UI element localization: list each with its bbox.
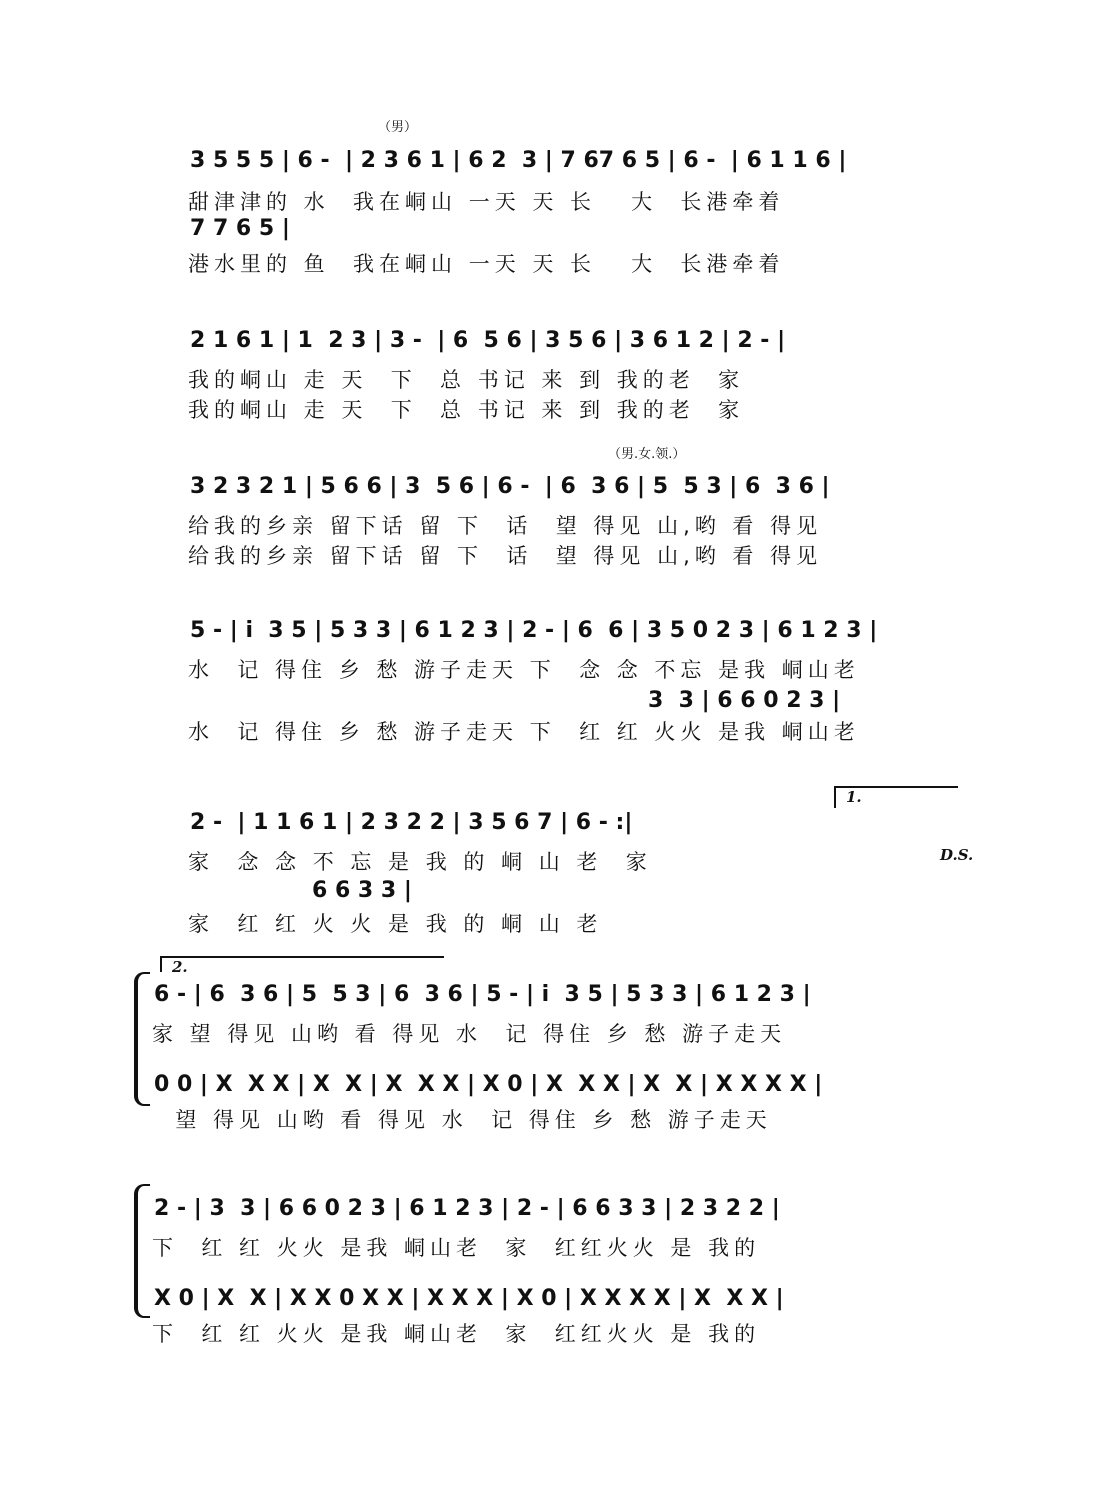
- lyrics-line: 下 红 红 火火 是我 峒山老 家 红红火火 是 我的: [152, 1236, 761, 1260]
- part-label-male: （男）: [378, 120, 418, 135]
- notation-alt-line: 6 6 3 3 |: [312, 878, 412, 903]
- volta-bracket-side: [834, 786, 836, 808]
- notation-line: 2 1 6 1 | 1 2 3 | 3 - | 6 5 6 | 3 5 6 | 3 6 1 2 | 2 - |: [190, 328, 786, 353]
- notation-line: 2 - | 3 3 | 6 6 0 2 3 | 6 1 2 3 | 2 - | 6 6 3 3 | 2 3 2 2 |: [154, 1196, 780, 1221]
- lyrics-line: 水 记 得住 乡 愁 游子走天 下 红 红 火火 是我 峒山老: [188, 720, 860, 744]
- lyrics-line: 给我的乡亲 留下话 留 下 话 望 得见 山,哟 看 得见: [188, 544, 823, 568]
- lyrics-line: 甜津津的 水 我在峒山 一天 天 长 大 长港牵着: [188, 190, 785, 214]
- lyrics-line: 下 红 红 火火 是我 峒山老 家 红红火火 是 我的: [152, 1322, 761, 1346]
- volta-label: 1.: [846, 788, 862, 806]
- lyrics-line: 水 记 得住 乡 愁 游子走天 下 念 念 不忘 是我 峒山老: [188, 658, 860, 682]
- lyrics-line: 给我的乡亲 留下话 留 下 话 望 得见 山,哟 看 得见: [188, 514, 823, 538]
- rhythm-line: 0 0 | X X X | X X | X X X | X 0 | X X X | X X | X X X X |: [154, 1072, 823, 1097]
- part-label-mixed: （男.女.领.）: [608, 447, 686, 462]
- notation-line: 3 5 5 5 | 6 - | 2 3 6 1 | 6 2 3 | 7 67 6 5 | 6 - | 6 1 1 6 |: [190, 148, 847, 173]
- notation-line: 2 - | 1 1 6 1 | 2 3 2 2 | 3 5 6 7 | 6 - :|: [190, 810, 633, 835]
- notation-line: 3 2 3 2 1 | 5 6 6 | 3 5 6 | 6 - | 6 3 6 | 5 5 3 | 6 3 6 |: [190, 474, 830, 499]
- lyrics-line: 港水里的 鱼 我在峒山 一天 天 长 大 长港牵着: [188, 252, 785, 276]
- notation-alt-line: 3 3 | 6 6 0 2 3 |: [648, 688, 841, 713]
- system-brace: [134, 972, 150, 1106]
- lyrics-line: 家 望 得见 山哟 看 得见 水 记 得住 乡 愁 游子走天: [152, 1022, 787, 1046]
- lyrics-line: 我的峒山 走 天 下 总 书记 来 到 我的老 家: [188, 398, 745, 422]
- lyrics-line: 望 得见 山哟 看 得见 水 记 得住 乡 愁 游子走天: [152, 1108, 772, 1132]
- notation-alt-line: 7 7 6 5 |: [190, 216, 290, 241]
- notation-line: 6 - | 6 3 6 | 5 5 3 | 6 3 6 | 5 - | i 3 5 | 5 3 3 | 6 1 2 3 |: [154, 982, 811, 1007]
- lyrics-line: 我的峒山 走 天 下 总 书记 来 到 我的老 家: [188, 368, 745, 392]
- volta-bracket-side: [160, 956, 162, 972]
- rhythm-line: X 0 | X X | X X 0 X X | X X X | X 0 | X X X X | X X X |: [154, 1286, 784, 1311]
- volta-label: 2.: [172, 958, 188, 976]
- ds-marking: D.S.: [940, 846, 974, 864]
- lyrics-line: 家 红 红 火 火 是 我 的 峒 山 老: [188, 912, 603, 936]
- volta-bracket: [160, 956, 444, 958]
- notation-line: 5 - | i 3 5 | 5 3 3 | 6 1 2 3 | 2 - | 6 6 | 3 5 0 2 3 | 6 1 2 3 |: [190, 618, 878, 643]
- lyrics-line: 家 念 念 不 忘 是 我 的 峒 山 老 家: [188, 850, 652, 874]
- system-brace: [134, 1184, 150, 1318]
